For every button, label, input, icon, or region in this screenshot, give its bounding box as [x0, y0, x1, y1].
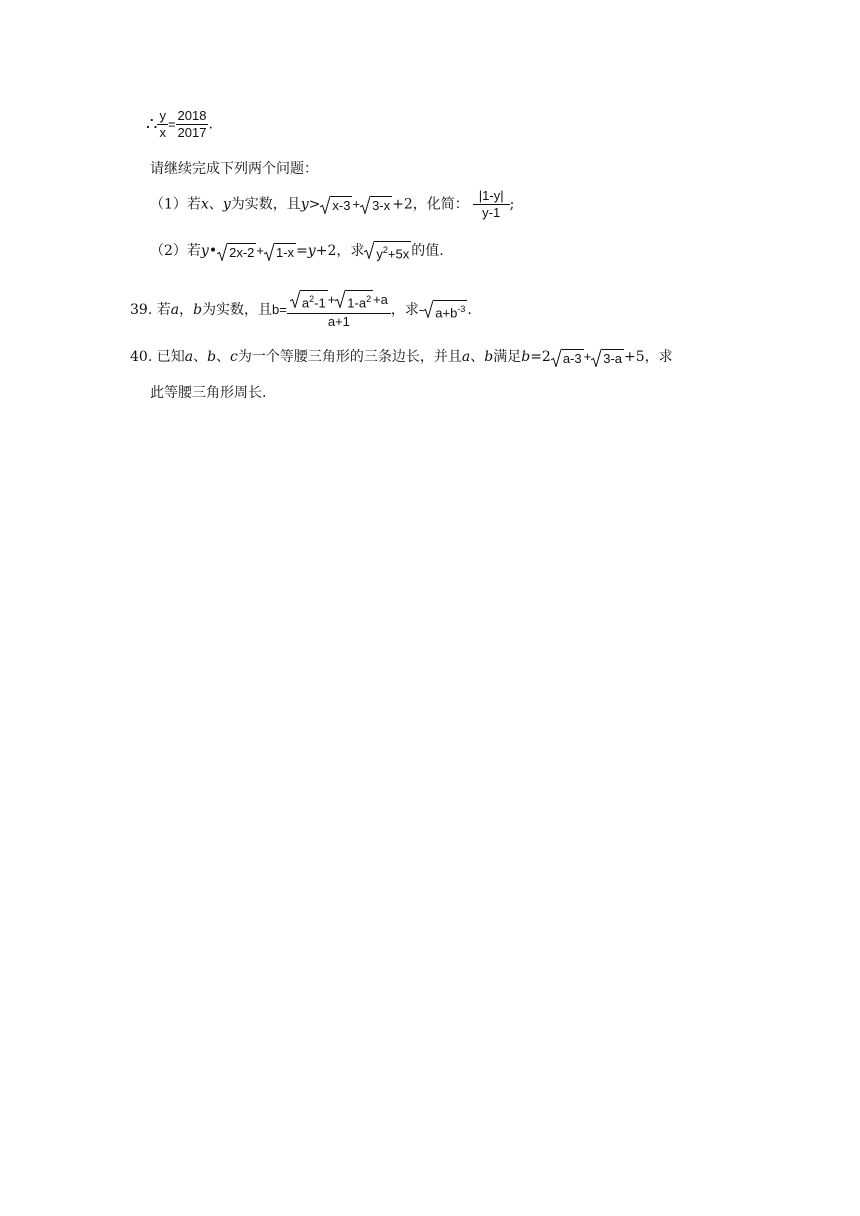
sqrt-y2-plus-5x: $y^2+5x$ — [364, 241, 411, 261]
fraction-b-definition: $a^2-1$ + $1-a^2 +a$ a+1 — [287, 290, 391, 330]
question-40-line-2: 此等腰三角形周长. — [150, 385, 267, 401]
question-number: 39. — [130, 302, 153, 319]
sqrt-2x-minus-2: 2x-2 — [217, 243, 256, 260]
sqrt-3-minus-x: 3-x — [360, 196, 392, 213]
sqrt-x-minus-3: x-3 — [320, 196, 352, 213]
question-39: 39. 若a，b为实数，且b= $a^2-1$ + $1-a^2 +a$ a+1 ，求- $a+b^{-3}$ . — [130, 290, 472, 330]
question-40: 40. 已知a、b、c为一个等腰三角形的三条边长，并且a、b满足b=2 a-3 + 3-a +5，求 — [130, 349, 673, 366]
sqrt-a-minus-3: a-3 — [551, 349, 584, 366]
sqrt-1-minus-a2: $1-a^2$ — [335, 290, 373, 311]
question-number: 40. — [130, 349, 153, 365]
problem-2: （2）若y• 2x-2 + 1-x =y+2，求 $y^2+5x$ 的值. — [150, 240, 444, 261]
sqrt-a-plus-b-power: $a+b^{-3}$ — [423, 300, 467, 320]
sqrt-3-minus-a: 3-a — [591, 349, 624, 366]
sqrt-1-minus-x: 1-x — [264, 243, 296, 260]
therefore-symbol: ∴ — [146, 114, 158, 135]
fraction-2018-over-2017: $\frac{2018}{2017}$ — [177, 108, 207, 140]
fraction-result-line: ∴ $\frac{y}{x}$ = $\frac{2018}{2017}$ . — [146, 108, 213, 140]
sqrt-a2-minus-1: $a^2-1$ — [290, 290, 328, 311]
continue-instruction: 请继续完成下列两个问题： — [150, 161, 318, 177]
fraction-abs-1-minus-y: $\frac{|1-y|}{y-1}$ — [473, 188, 510, 221]
fraction-y-over-x: $\frac{y}{x}$ — [159, 108, 166, 140]
problem-1: （1）若x、y为实数，且y> x-3 + 3-x +2，化简： $\frac{|1-y|}{y-1}$ ; — [150, 188, 515, 220]
